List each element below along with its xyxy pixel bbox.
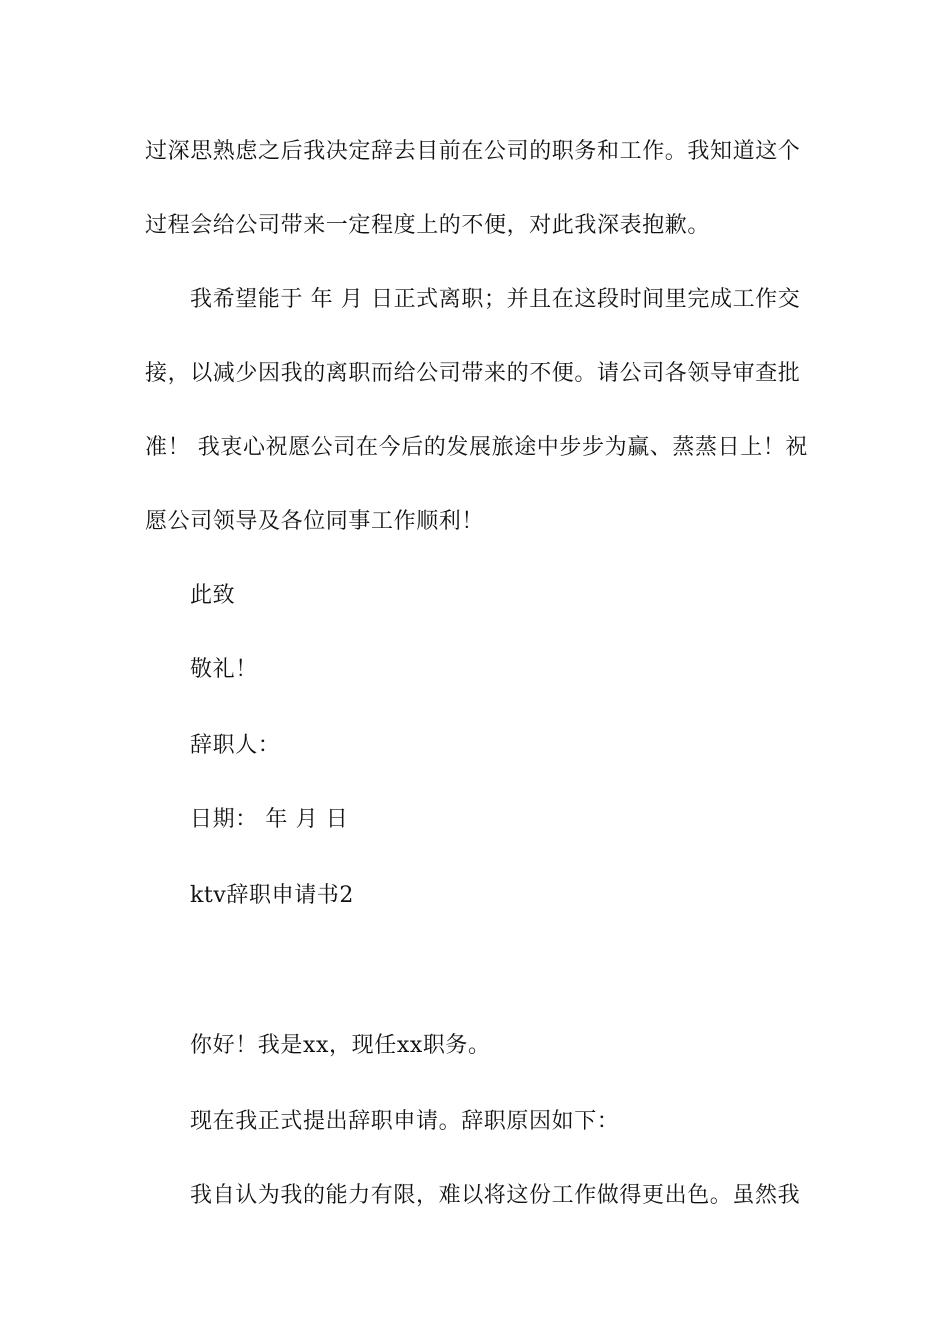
paragraph-line: 过深思熟虑之后我决定辞去目前在公司的职务和工作。我知道这个 (145, 139, 801, 164)
paragraph-line: 准！ 我衷心祝愿公司在今后的发展旅途中步步为赢、蒸蒸日上！祝 (145, 435, 808, 460)
closing-salutation: 此致 (190, 583, 236, 608)
paragraph-line: 接，以减少因我的离职而给公司带来的不便。请公司各领导审查批 (145, 361, 801, 386)
greeting-line: 你好！我是xx，现任xx职务。 (190, 1033, 491, 1058)
signer-label: 辞职人： (190, 733, 281, 758)
paragraph-line: 愿公司领导及各位同事工作顺利！ (145, 509, 485, 534)
intro-line: 现在我正式提出辞职申请。辞职原因如下： (190, 1109, 620, 1134)
date-label: 日期： 年 月 日 (190, 807, 349, 832)
paragraph-line: 我希望能于 年 月 日正式离职；并且在这段时间里完成工作交 (190, 287, 801, 312)
closing-regards: 敬礼！ (190, 657, 258, 682)
section-title: ktv辞职申请书2 (190, 883, 354, 908)
paragraph-line: 我自认为我的能力有限，难以将这份工作做得更出色。虽然我 (190, 1183, 801, 1208)
paragraph-line: 过程会给公司带来一定程度上的不便，对此我深表抱歉。 (145, 213, 711, 238)
